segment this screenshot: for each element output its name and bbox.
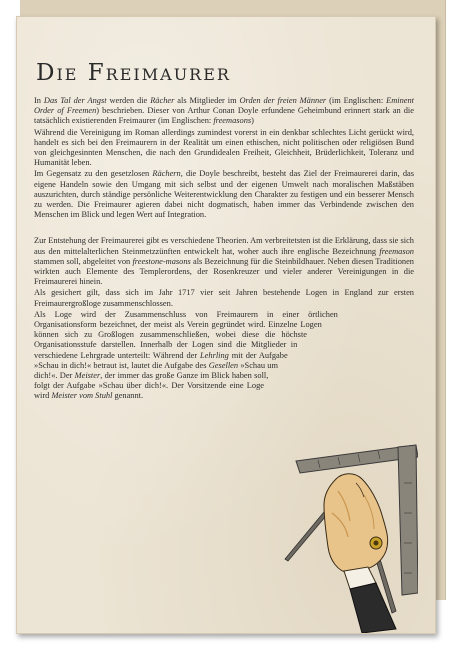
text-run: (im Englischen: [326, 96, 387, 105]
text-run: ) [251, 116, 254, 126]
text-run: Als gesichert gilt, dass sich im Jahr 1717 vier seit Jahren bestehende Logen in England zur ersten Freimaurergroßloge zusammenschlossen. [34, 288, 414, 308]
paragraph [34, 288, 414, 308]
document-body [34, 96, 414, 500]
text-run: als Mitglieder im [174, 96, 240, 105]
italic-run: Rächer [150, 96, 175, 105]
italic-run: Meister vom Stuhl [51, 391, 113, 401]
italic-run: Meister [74, 371, 101, 381]
text-run: werden die [106, 96, 151, 105]
italic-run: freemasons [213, 116, 252, 126]
italic-run: Orden der freien Männer [239, 96, 327, 105]
document-card [16, 16, 436, 634]
italic-run: freemason [379, 246, 414, 256]
italic-run: Gesellen [208, 360, 239, 370]
text-run: Zur Entstehung der Freimaurerei gibt es verschiedene Theorien. Am verbreitetsten ist die Erklärung, dass sie sich aus den mittelalterlichen Steinmetzzünften entwickelt hat, woher auch ihre englische Bezeichnung [34, 236, 414, 256]
italic-run: Eminent Order of Freemen [34, 96, 414, 116]
hand-compass-illustration [278, 443, 418, 633]
text-run: Als Loge wird der Zusammenschluss von Freimaurern in einer örtlichen Organisationsform bezeichnet, der meist als Verein gegründet wird. Einzelne Logen können sich zu Großlogen zusammenschließen, wobei diese die höchste Organisationsstufe darstellen. Innerhalb der Logen sind die Mitglieder in verschiedene Lehrgrade unterteilt: Während der [34, 309, 338, 360]
text-run: ) beschrieben. Dieser von Arthur Conan Doyle erfundene Geheimbund erinnert stark an die tatsächlich existierenden Freimaurer (im Englischen: [34, 106, 414, 126]
text-run: In [34, 96, 44, 105]
document-title: Die Freimaurer [36, 60, 231, 86]
text-run: Im Gegensatz zu den gesetzlosen [34, 169, 153, 179]
paragraph [34, 96, 414, 127]
italic-run: freestone-masons [132, 256, 191, 266]
text-run: stammen soll, abgeleitet von [34, 256, 133, 266]
italic-run: Rächern [152, 169, 181, 179]
paragraph [34, 128, 414, 169]
paragraph [34, 169, 414, 220]
text-run: , die Doyle beschreibt, besteht das Ziel der Freimaurerei darin, das eigene Handeln sowie den Umgang mit sich selbst und der eigenen Umwelt nach moralischen Maßstäben auszurichten, durch ständige persönliche Weiterentwicklung den Charakter zu festigen und ein besserer Mensch zu werden. Die Freimaurer agieren dabei nicht dogmatisch, haben immer das Verbindende zwischen den Menschen im Blick und legen Wert auf Integration. [34, 169, 414, 220]
paragraph [34, 236, 414, 287]
italic-run: Lehrling [200, 350, 229, 360]
text-run: , der immer das große Ganze im Blick haben soll, folgt der Aufgabe »Schau über dich!«. Der Vorsitzende eine Loge wird [34, 371, 269, 401]
italic-run: Das Tal der Angst [43, 96, 107, 105]
text-run: »Schau um dich!«. Der [34, 360, 278, 381]
text-run: Während die Vereinigung im Roman allerdings zumindest vorerst in ein denkbar schlechtes Licht gerückt wird, handelt es sich bei den Freimaurern in der Realität um einen ethischen, nicht politischen oder religiösen Bund von gleichgesinnten Menschen, die nach den Grundidealen Freiheit, Gleichheit, Brüderlichkeit, Toleranz und Humanität leben. [34, 127, 414, 168]
text-run: als Bezeichnung für die Steinbildhauer. Neben diesen Traditionen wirkten auch Elemente des Templerordens, der Rosenkreuzer und vieler anderer Vereinigungen in die Freimaurerei hinein. [34, 256, 414, 287]
hand-icon [324, 474, 396, 633]
text-run: mit der Aufgabe »Schau in dich!« betraut ist, lautet die Aufgabe des [34, 350, 288, 370]
text-run: genannt. [112, 391, 144, 401]
